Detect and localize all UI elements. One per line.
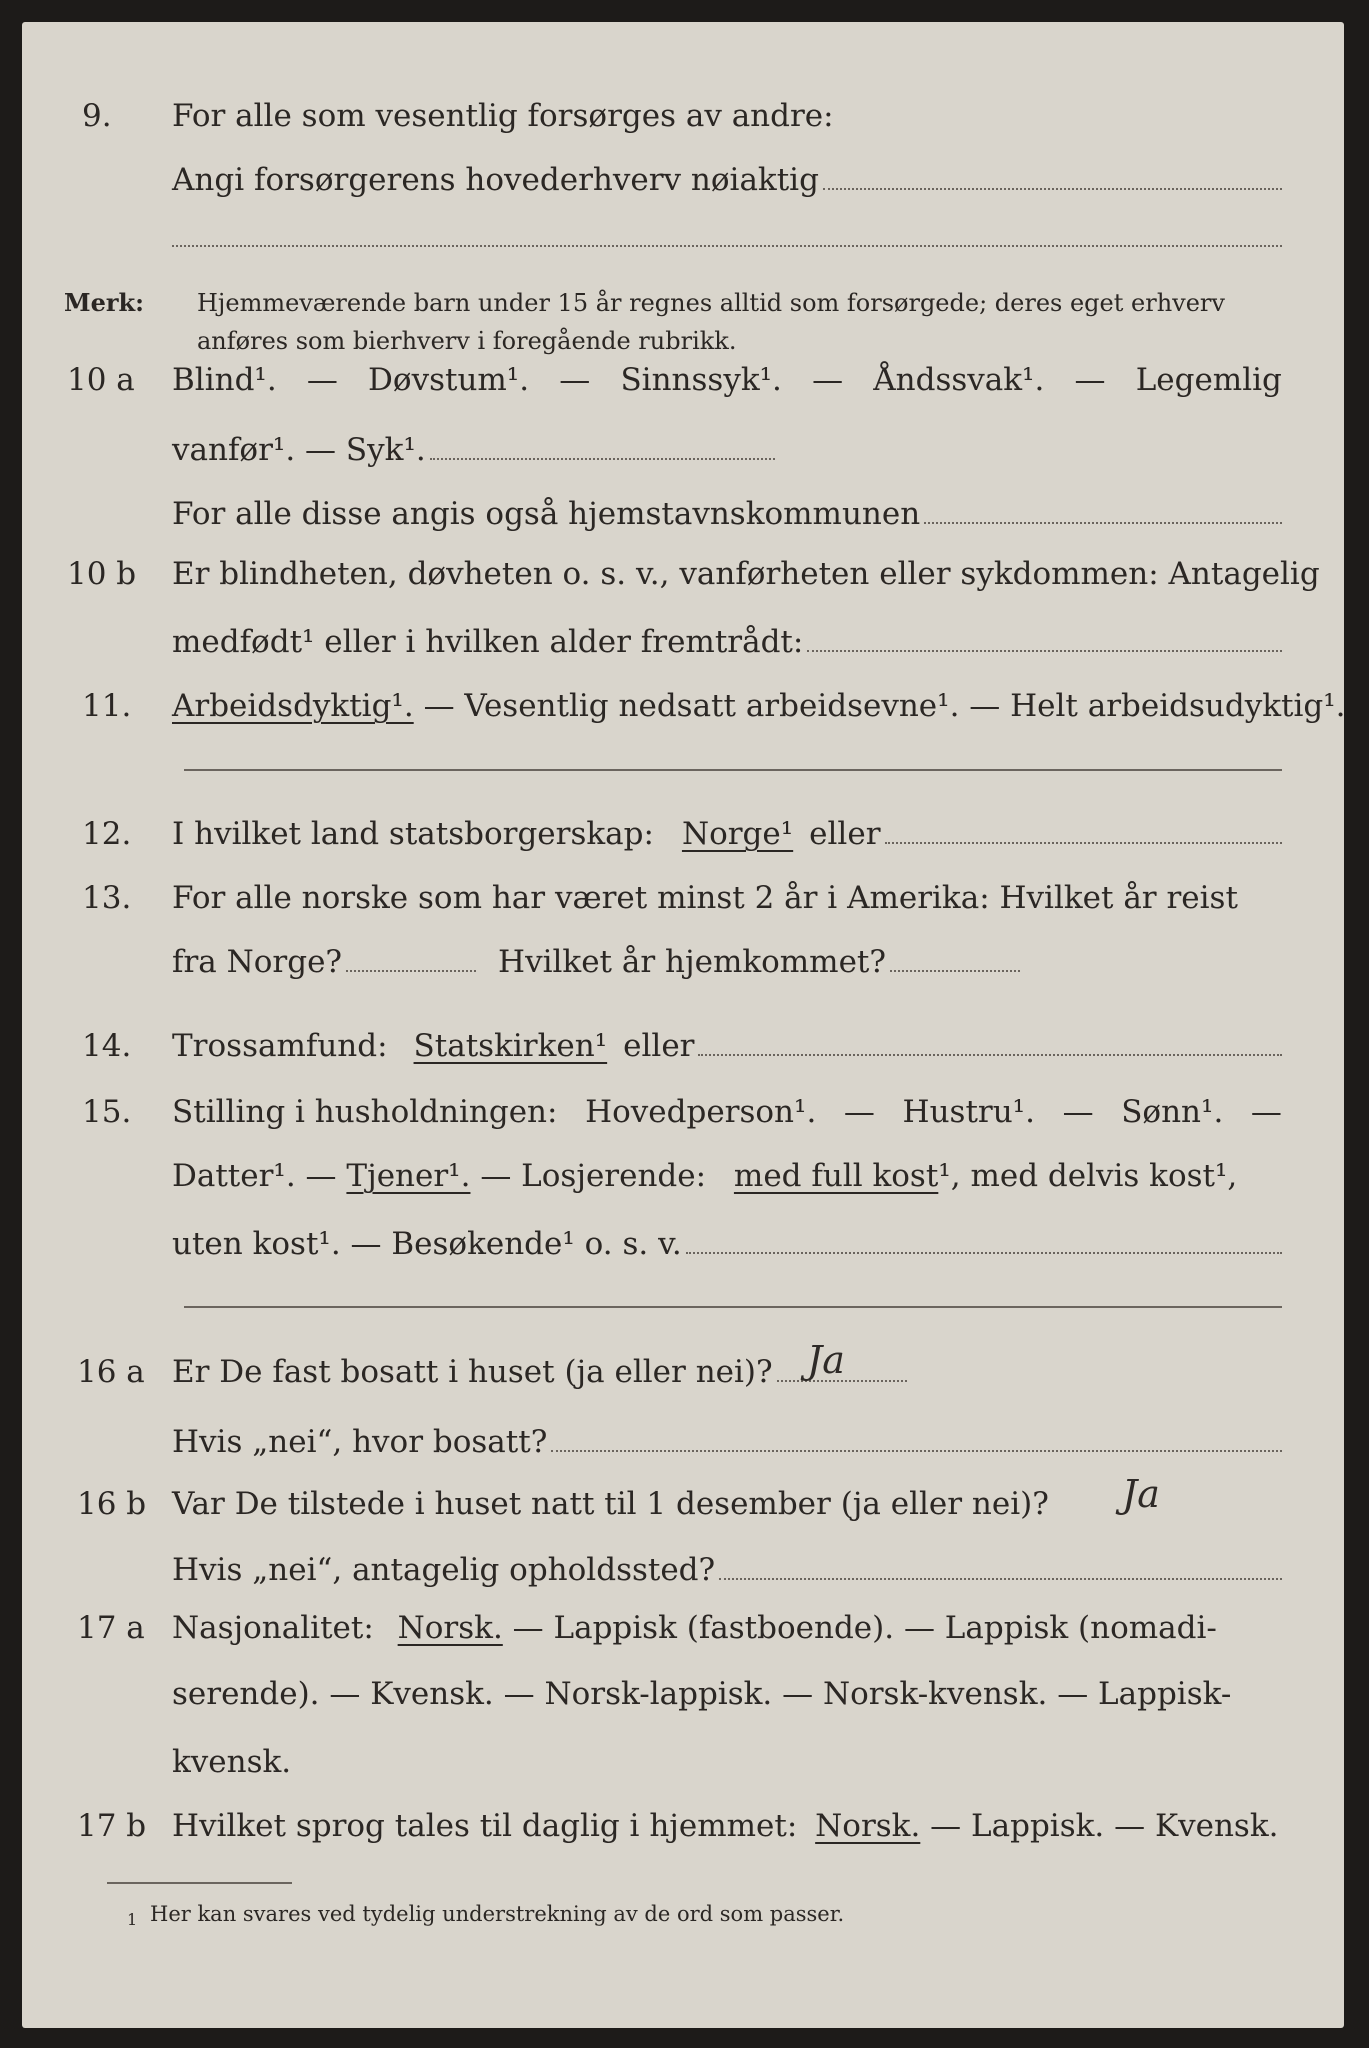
question-number: 10 a	[67, 362, 135, 398]
question-text: Er blindheten, døvheten o. s. v., vanførheten eller sykdommen: Antagelig	[172, 556, 1320, 592]
question-number: 10 b	[67, 556, 137, 592]
answer-line[interactable]	[430, 457, 775, 460]
question-text: Hvilket år hjemkommet?	[498, 944, 887, 980]
question-text: Er De fast bosatt i huset (ja eller nei)?	[172, 1354, 773, 1390]
answer-line[interactable]	[823, 187, 1282, 190]
question-13-line2	[22, 944, 1344, 994]
answer-line[interactable]	[719, 1577, 1282, 1580]
question-13	[22, 880, 1344, 930]
selected-option-statskirken: Statskirken¹	[413, 1028, 608, 1064]
question-number: 16 a	[77, 1354, 145, 1390]
answer-line[interactable]	[807, 649, 1282, 652]
question-16a	[22, 1354, 1344, 1404]
question-17a-line2	[22, 1676, 1344, 1726]
answer-line[interactable]	[924, 521, 1282, 524]
footnote-mark: 1	[127, 1910, 138, 1929]
question-number: 17 b	[77, 1808, 147, 1844]
question-text: eller	[809, 816, 881, 852]
question-17a-line3	[22, 1744, 1344, 1794]
question-11	[22, 688, 1344, 738]
question-number: 11.	[82, 688, 132, 724]
question-14	[22, 1028, 1344, 1078]
answer-line[interactable]	[890, 969, 1020, 972]
selected-option-norsk: Norsk.	[397, 1610, 503, 1646]
question-text: Angi forsørgerens hovederhverv nøiaktig	[172, 162, 819, 198]
question-9	[22, 98, 1344, 148]
selected-option-med-full-kost: med full kost	[733, 1158, 939, 1194]
answer-line[interactable]	[686, 1251, 1282, 1254]
selected-option-arbeidsdyktig: Arbeidsdyktig¹.	[172, 688, 414, 724]
question-9-line2	[22, 162, 1344, 212]
answer-line[interactable]	[184, 1306, 1282, 1308]
question-15-line3	[22, 1226, 1344, 1276]
question-text: ¹, med delvis kost¹,	[938, 1158, 1238, 1194]
question-text: Nasjonalitet:	[172, 1610, 374, 1646]
note-text: Hjemmeværende barn under 15 år regnes alltid som forsørgede; deres eget erhverv anføres som bierhverv i foregående rubrikk.	[197, 289, 1225, 355]
handwritten-answer: Ja	[807, 1338, 845, 1382]
question-text: Hvis „nei“, hvor bosatt?	[172, 1424, 548, 1460]
answer-line[interactable]	[346, 969, 476, 972]
question-10a	[22, 362, 1344, 412]
question-text: kvensk.	[172, 1744, 292, 1780]
answer-line[interactable]	[184, 769, 1282, 771]
footnote-divider	[107, 1882, 292, 1884]
question-10b	[22, 556, 1344, 606]
question-text: Var De tilstede i huset natt til 1 desember (ja eller nei)?	[172, 1486, 1049, 1522]
handwritten-answer: Ja	[1122, 1472, 1160, 1516]
question-15	[22, 1094, 1344, 1144]
answer-line[interactable]	[172, 245, 1282, 247]
question-number: 14.	[82, 1028, 132, 1064]
question-text: Hvilket sprog tales til daglig i hjemmet:	[172, 1808, 798, 1844]
question-17b	[22, 1808, 1344, 1858]
question-number: 9.	[82, 98, 112, 134]
question-16a-line2	[22, 1424, 1344, 1474]
question-15-line2	[22, 1158, 1344, 1208]
question-17a	[22, 1610, 1344, 1660]
question-text: Stilling i husholdningen: Hovedperson¹. — Hustru¹. — Sønn¹. —	[172, 1094, 1282, 1130]
question-10a-line2	[22, 432, 1344, 482]
question-text: — Losjerende:	[480, 1158, 707, 1194]
question-number: 17 a	[77, 1610, 145, 1646]
answer-line[interactable]	[698, 1053, 1282, 1056]
question-text: Blind¹. — Døvstum¹. — Sinnssyk¹. — Åndssvak¹. — Legemlig	[172, 362, 1282, 398]
question-text: Trossamfund:	[172, 1028, 388, 1064]
question-12	[22, 816, 1344, 866]
question-text: — Vesentlig nedsatt arbeidsevne¹. — Helt arbeidsudyktig¹.	[423, 688, 1346, 724]
question-number: 13.	[82, 880, 132, 916]
question-16b-line2	[22, 1552, 1344, 1602]
question-text: For alle norske som har været minst 2 år i Amerika: Hvilket år reist	[172, 880, 1238, 916]
question-text: For alle som vesentlig forsørges av andre:	[172, 98, 834, 134]
selected-option-norge: Norge¹	[681, 816, 794, 852]
answer-line[interactable]	[551, 1449, 1282, 1452]
question-text: — Lappisk (fastboende). — Lappisk (nomadi-	[512, 1610, 1217, 1646]
question-text: vanfør¹. — Syk¹.	[172, 432, 426, 468]
answer-line[interactable]	[885, 841, 1282, 844]
question-10a-line3	[22, 496, 1344, 546]
note-label: Merk:	[64, 288, 144, 317]
question-text: For alle disse angis også hjemstavnskommunen	[172, 496, 921, 532]
question-text: serende). — Kvensk. — Norsk-lappisk. — Norsk-kvensk. — Lappisk-	[172, 1676, 1232, 1712]
question-text: eller	[623, 1028, 695, 1064]
question-text: medfødt¹ eller i hvilken alder fremtrådt:	[172, 624, 804, 660]
census-form-page	[22, 22, 1344, 2028]
question-number: 12.	[82, 816, 132, 852]
question-text: Hvis „nei“, antagelig opholdssted?	[172, 1552, 716, 1588]
selected-option-tjener: Tjener¹.	[346, 1158, 471, 1194]
question-text: I hvilket land statsborgerskap:	[172, 816, 654, 852]
question-text: uten kost¹. — Besøkende¹ o. s. v.	[172, 1226, 682, 1262]
selected-option-norsk: Norsk.	[815, 1808, 921, 1844]
question-text: fra Norge?	[172, 944, 343, 980]
question-number: 16 b	[77, 1486, 147, 1522]
question-text: Datter¹. —	[172, 1158, 337, 1194]
question-number: 15.	[82, 1094, 132, 1130]
question-text: — Lappisk. — Kvensk.	[930, 1808, 1279, 1844]
question-10b-line2	[22, 624, 1344, 674]
footnote-text: Her kan svares ved tydelig understrekning av de ord som passer.	[150, 1902, 845, 1926]
